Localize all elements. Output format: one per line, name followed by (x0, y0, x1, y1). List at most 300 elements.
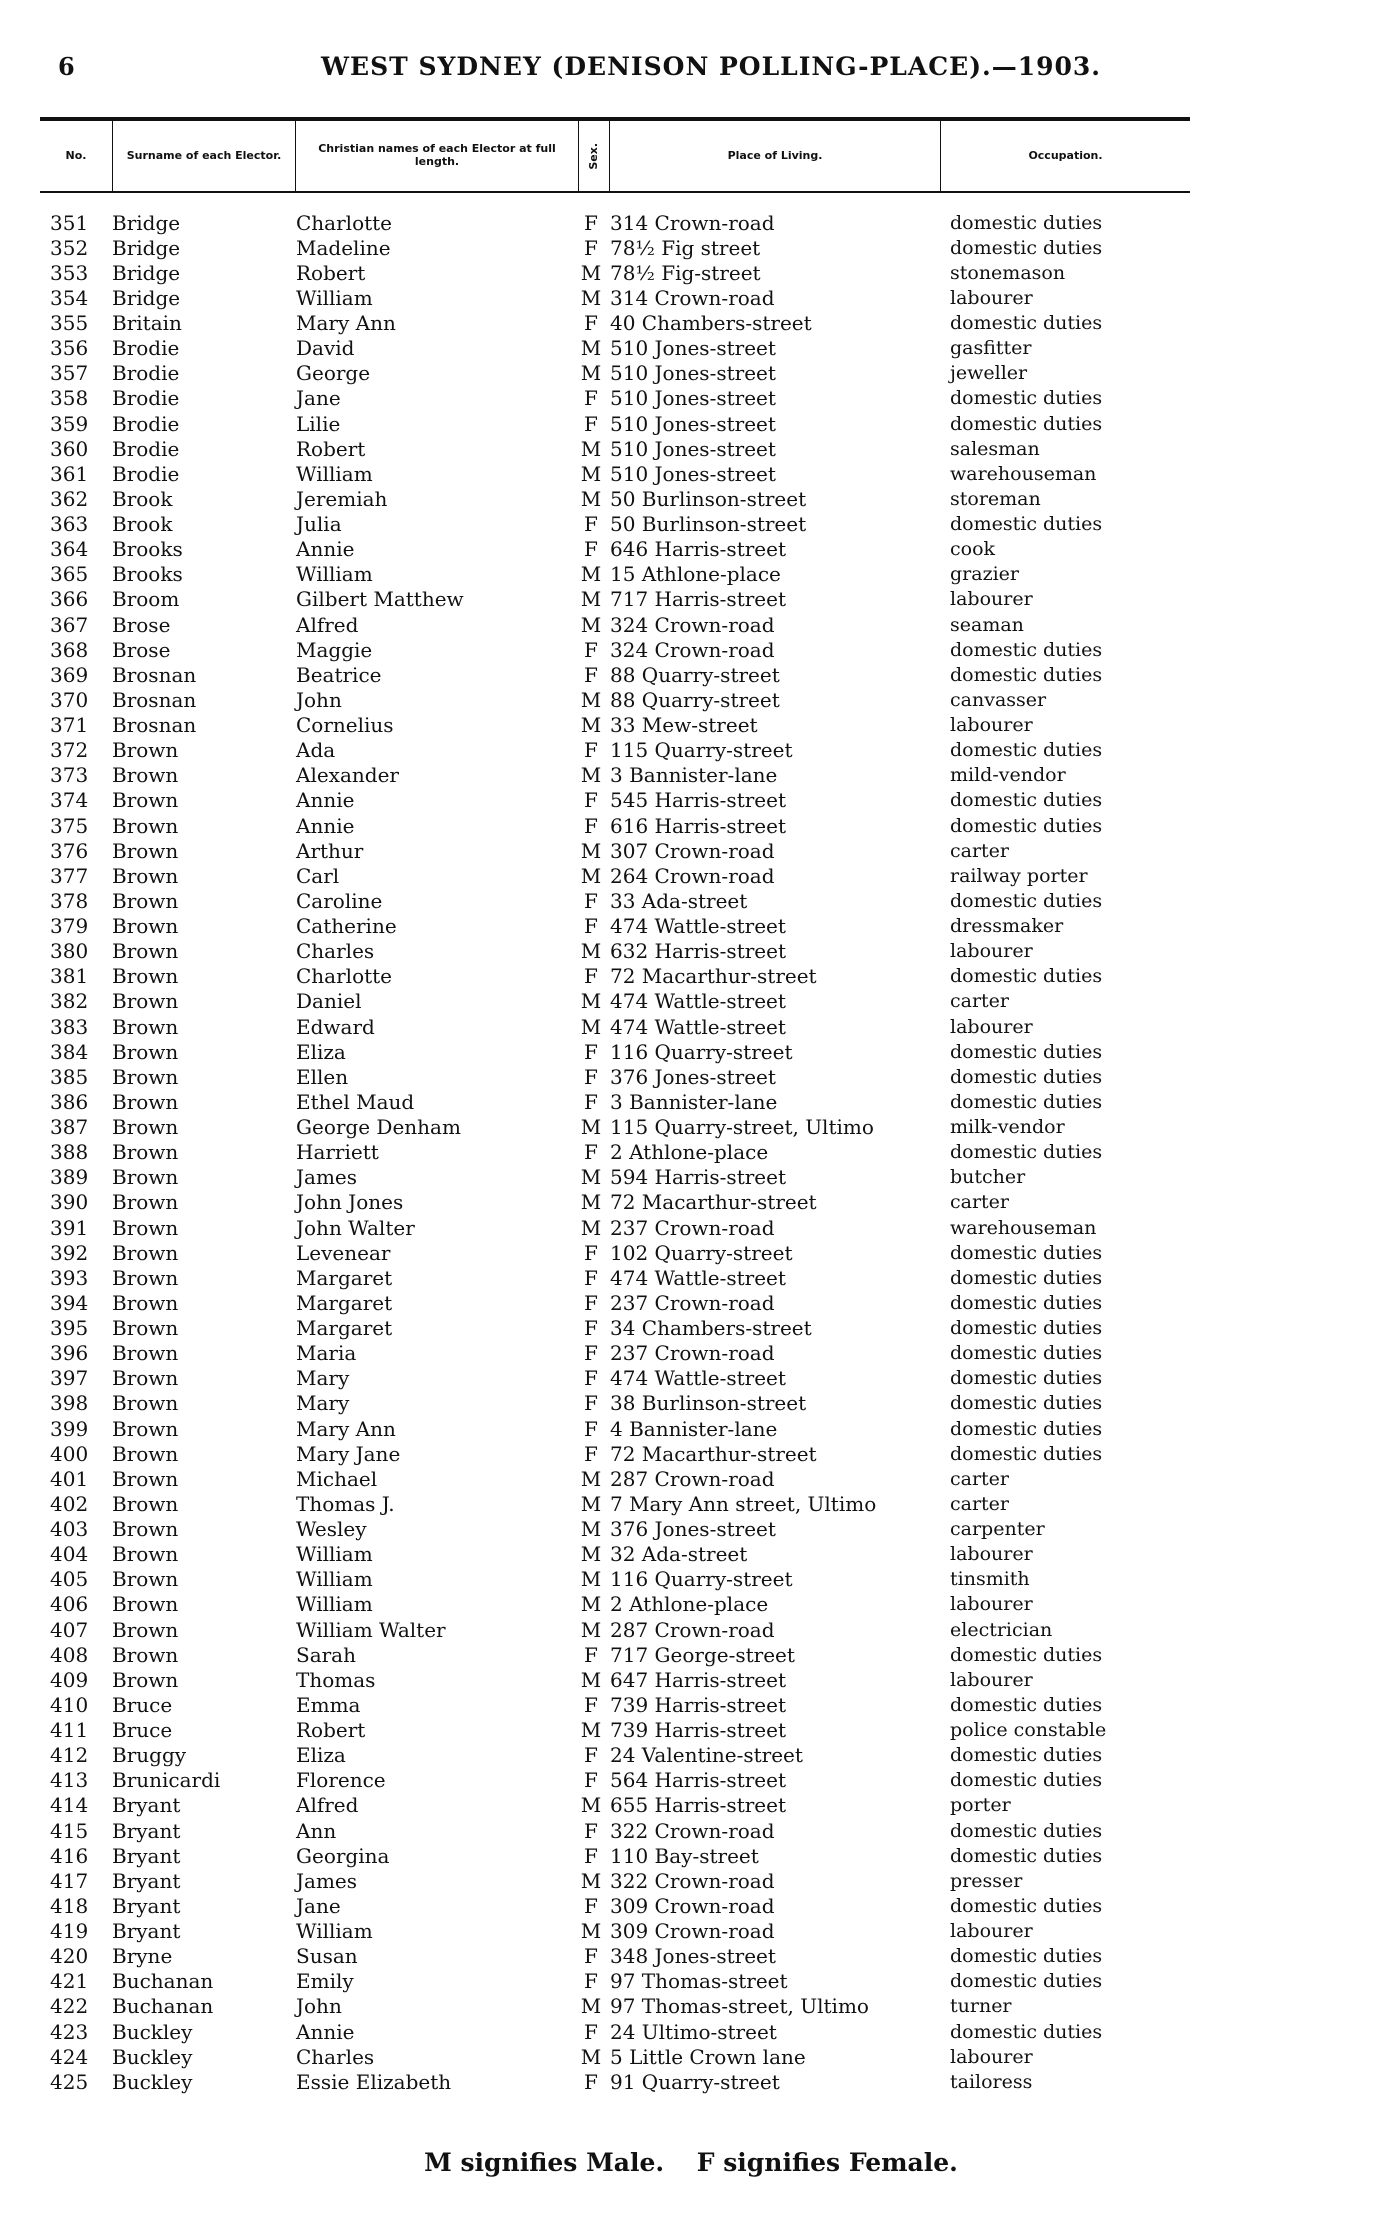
elector-christian-names: Charlotte (296, 964, 393, 989)
elector-surname: Bridge (112, 210, 181, 235)
elector-place-of-living: 309 Crown-road (610, 1893, 775, 1918)
elector-occupation: domestic duties (950, 1945, 1103, 1968)
table-row (40, 311, 1190, 336)
elector-sex: M (580, 285, 602, 310)
elector-place-of-living: 594 Harris-street (610, 1165, 787, 1190)
elector-place-of-living: 102 Quarry-street (610, 1240, 793, 1265)
table-row (40, 537, 1190, 562)
elector-occupation: domestic duties (950, 412, 1103, 435)
elector-christian-names: Ethel Maud (296, 1089, 415, 1114)
elector-place-of-living: 237 Crown-road (610, 1290, 775, 1315)
elector-christian-names: Jane (296, 1893, 341, 1918)
table-row (40, 863, 1190, 888)
elector-sex: F (584, 311, 598, 336)
elector-number: 370 (50, 687, 89, 712)
elector-surname: Brook (112, 486, 173, 511)
elector-christian-names: Thomas (296, 1667, 376, 1692)
elector-number: 419 (50, 1919, 89, 1944)
elector-sex: F (584, 210, 598, 235)
elector-christian-names: John Jones (296, 1190, 404, 1215)
elector-christian-names: Ann (296, 1818, 337, 1843)
elector-occupation: presser (950, 1869, 1023, 1892)
elector-place-of-living: 510 Jones-street (610, 411, 776, 436)
elector-christian-names: Emma (296, 1692, 361, 1717)
elector-occupation: labourer (950, 286, 1033, 309)
table-row (40, 587, 1190, 612)
elector-christian-names: Sarah (296, 1642, 356, 1667)
elector-number: 405 (50, 1567, 89, 1592)
elector-surname: Brown (112, 1567, 179, 1592)
elector-sex: M (580, 612, 602, 637)
elector-number: 409 (50, 1667, 89, 1692)
elector-number: 414 (50, 1793, 89, 1818)
elector-christian-names: Emily (296, 1969, 354, 1994)
elector-sex: F (584, 1944, 598, 1969)
table-row (40, 1667, 1190, 1692)
elector-place-of-living: 33 Ada-street (610, 888, 748, 913)
elector-surname: Brown (112, 1089, 179, 1114)
elector-number: 368 (50, 637, 89, 662)
legend-male: M signifies Male. (424, 2148, 665, 2177)
elector-number: 386 (50, 1089, 89, 1114)
elector-place-of-living: 15 Athlone-place (610, 562, 781, 587)
elector-christian-names: Annie (296, 813, 355, 838)
table-row (40, 1743, 1190, 1768)
table-row (40, 939, 1190, 964)
elector-number: 406 (50, 1592, 89, 1617)
elector-surname: Brown (112, 738, 179, 763)
elector-place-of-living: 237 Crown-road (610, 1215, 775, 1240)
elector-occupation: domestic duties (950, 1744, 1103, 1767)
table-row (40, 813, 1190, 838)
table-row (40, 361, 1190, 386)
elector-number: 399 (50, 1416, 89, 1441)
elector-place-of-living: 97 Thomas-street, Ultimo (610, 1994, 869, 2019)
elector-occupation: warehouseman (950, 462, 1097, 485)
elector-surname: Brown (112, 1115, 179, 1140)
elector-place-of-living: 115 Quarry-street, Ultimo (610, 1115, 874, 1140)
elector-occupation: warehouseman (950, 1216, 1097, 1239)
elector-number: 398 (50, 1391, 89, 1416)
elector-number: 371 (50, 713, 89, 738)
elector-place-of-living: 110 Bay-street (610, 1843, 759, 1868)
elector-surname: Bryne (112, 1944, 173, 1969)
elector-place-of-living: 3 Bannister-lane (610, 1089, 778, 1114)
elector-surname: Brown (112, 1215, 179, 1240)
elector-sex: M (580, 1667, 602, 1692)
elector-place-of-living: 2 Athlone-place (610, 1140, 769, 1165)
header-surname: Surname of each Elector. (113, 121, 296, 191)
elector-surname: Bryant (112, 1919, 181, 1944)
elector-surname: Brose (112, 637, 171, 662)
elector-place-of-living: 324 Crown-road (610, 612, 775, 637)
elector-place-of-living: 88 Quarry-street (610, 687, 780, 712)
elector-sex: F (584, 888, 598, 913)
table-row (40, 914, 1190, 939)
elector-sex: F (584, 2019, 598, 2044)
elector-sex: F (584, 662, 598, 687)
elector-occupation: domestic duties (950, 889, 1103, 912)
elector-christian-names: Gilbert Matthew (296, 587, 464, 612)
elector-christian-names: Wesley (296, 1517, 367, 1542)
elector-occupation: domestic duties (950, 1317, 1103, 1340)
elector-occupation: domestic duties (950, 387, 1103, 410)
table-row (40, 1014, 1190, 1039)
elector-surname: Brodie (112, 361, 180, 386)
elector-number: 420 (50, 1944, 89, 1969)
elector-place-of-living: 3 Bannister-lane (610, 763, 778, 788)
elector-occupation: labourer (950, 1543, 1033, 1566)
elector-number: 421 (50, 1969, 89, 1994)
elector-christian-names: Ada (296, 738, 336, 763)
elector-sex: M (580, 1466, 602, 1491)
page-number: 6 (58, 52, 75, 81)
elector-place-of-living: 314 Crown-road (610, 285, 775, 310)
elector-christian-names: Margaret (296, 1290, 393, 1315)
elector-number: 411 (50, 1718, 89, 1743)
elector-sex: F (584, 1039, 598, 1064)
elector-christian-names: Caroline (296, 888, 383, 913)
elector-place-of-living: 32 Ada-street (610, 1542, 748, 1567)
elector-place-of-living: 739 Harris-street (610, 1718, 787, 1743)
elector-number: 385 (50, 1064, 89, 1089)
table-row (40, 1115, 1190, 1140)
elector-occupation: domestic duties (950, 312, 1103, 335)
elector-occupation: domestic duties (950, 1417, 1103, 1440)
elector-occupation: domestic duties (950, 789, 1103, 812)
elector-place-of-living: 38 Burlinson-street (610, 1391, 807, 1416)
elector-sex: M (580, 461, 602, 486)
elector-occupation: carter (950, 990, 1010, 1013)
table-row (40, 1416, 1190, 1441)
table-row (40, 512, 1190, 537)
elector-christian-names: William (296, 1542, 373, 1567)
elector-surname: Britain (112, 311, 182, 336)
elector-occupation: domestic duties (950, 663, 1103, 686)
elector-christian-names: Catherine (296, 914, 397, 939)
elector-surname: Brown (112, 1316, 179, 1341)
elector-place-of-living: 322 Crown-road (610, 1818, 775, 1843)
elector-surname: Brown (112, 1341, 179, 1366)
elector-christian-names: Maggie (296, 637, 373, 662)
elector-number: 422 (50, 1994, 89, 2019)
elector-number: 393 (50, 1265, 89, 1290)
elector-place-of-living: 324 Crown-road (610, 637, 775, 662)
elector-number: 389 (50, 1165, 89, 1190)
header-place-of-living: Place of Living. (610, 121, 941, 191)
elector-christian-names: William Walter (296, 1617, 446, 1642)
table-row (40, 1542, 1190, 1567)
elector-christian-names: David (296, 336, 355, 361)
elector-number: 364 (50, 537, 89, 562)
elector-sex: F (584, 1089, 598, 1114)
elector-place-of-living: 5 Little Crown lane (610, 2044, 806, 2069)
elector-christian-names: Annie (296, 788, 355, 813)
table-row (40, 411, 1190, 436)
elector-place-of-living: 97 Thomas-street (610, 1969, 788, 1994)
elector-number: 391 (50, 1215, 89, 1240)
elector-surname: Brunicardi (112, 1768, 221, 1793)
elector-surname: Brown (112, 838, 179, 863)
table-row (40, 486, 1190, 511)
elector-occupation: grazier (950, 563, 1019, 586)
elector-sex: M (580, 336, 602, 361)
elector-christian-names: Annie (296, 537, 355, 562)
elector-place-of-living: 88 Quarry-street (610, 662, 780, 687)
elector-occupation: domestic duties (950, 513, 1103, 536)
elector-sex: M (580, 989, 602, 1014)
elector-occupation: labourer (950, 940, 1033, 963)
elector-number: 355 (50, 311, 89, 336)
elector-christian-names: Margaret (296, 1316, 393, 1341)
elector-sex: M (580, 562, 602, 587)
elector-christian-names: Carl (296, 863, 340, 888)
elector-sex: F (584, 1818, 598, 1843)
elector-place-of-living: 510 Jones-street (610, 386, 776, 411)
elector-occupation: domestic duties (950, 638, 1103, 661)
table-row (40, 2019, 1190, 2044)
elector-occupation: labourer (950, 2045, 1033, 2068)
elector-surname: Brown (112, 1240, 179, 1265)
elector-number: 401 (50, 1466, 89, 1491)
elector-number: 358 (50, 386, 89, 411)
elector-place-of-living: 309 Crown-road (610, 1919, 775, 1944)
table-row (40, 210, 1190, 235)
page-title: WEST SYDNEY (DENISON POLLING-PLACE).—1903. (320, 52, 1102, 81)
elector-occupation: carter (950, 1191, 1010, 1214)
elector-occupation: butcher (950, 1166, 1026, 1189)
elector-place-of-living: 4 Bannister-lane (610, 1416, 778, 1441)
elector-place-of-living: 647 Harris-street (610, 1667, 787, 1692)
elector-occupation: canvasser (950, 688, 1047, 711)
elector-occupation: jeweller (950, 362, 1028, 385)
elector-sex: F (584, 1893, 598, 1918)
elector-sex: F (584, 914, 598, 939)
elector-place-of-living: 376 Jones-street (610, 1517, 776, 1542)
elector-occupation: carter (950, 1492, 1010, 1515)
elector-surname: Brown (112, 1165, 179, 1190)
elector-surname: Brown (112, 989, 179, 1014)
elector-christian-names: Florence (296, 1768, 386, 1793)
header-christian-names: Christian names of each Elector at full length. (296, 121, 579, 191)
elector-christian-names: Arthur (296, 838, 364, 863)
elector-surname: Bridge (112, 235, 181, 260)
elector-number: 378 (50, 888, 89, 913)
elector-place-of-living: 314 Crown-road (610, 210, 775, 235)
table-row (40, 1290, 1190, 1315)
elector-place-of-living: 616 Harris-street (610, 813, 787, 838)
elector-sex: M (580, 260, 602, 285)
elector-surname: Bryant (112, 1793, 181, 1818)
elector-surname: Brose (112, 612, 171, 637)
table-row (40, 1089, 1190, 1114)
table-row (40, 687, 1190, 712)
elector-surname: Brown (112, 1265, 179, 1290)
elector-surname: Bryant (112, 1843, 181, 1868)
elector-surname: Brown (112, 813, 179, 838)
elector-sex: M (580, 1165, 602, 1190)
elector-christian-names: Alfred (296, 612, 359, 637)
elector-christian-names: William (296, 1592, 373, 1617)
elector-number: 366 (50, 587, 89, 612)
elector-christian-names: Edward (296, 1014, 375, 1039)
elector-sex: M (580, 1190, 602, 1215)
table-row (40, 1341, 1190, 1366)
elector-sex: M (580, 1718, 602, 1743)
elector-surname: Bryant (112, 1893, 181, 1918)
elector-number: 388 (50, 1140, 89, 1165)
elector-place-of-living: 91 Quarry-street (610, 2069, 780, 2094)
header-sex-label: Sex. (586, 142, 600, 170)
elector-number: 423 (50, 2019, 89, 2044)
elector-place-of-living: 739 Harris-street (610, 1692, 787, 1717)
elector-occupation: domestic duties (950, 1693, 1103, 1716)
elector-surname: Brown (112, 1064, 179, 1089)
table-row (40, 738, 1190, 763)
table-row (40, 386, 1190, 411)
elector-surname: Broom (112, 587, 180, 612)
elector-surname: Brown (112, 1517, 179, 1542)
elector-surname: Bryant (112, 1868, 181, 1893)
elector-occupation: domestic duties (950, 1442, 1103, 1465)
elector-occupation: labourer (950, 1015, 1033, 1038)
elector-sex: M (580, 763, 602, 788)
elector-surname: Buckley (112, 2069, 193, 2094)
table-row (40, 1140, 1190, 1165)
elector-christian-names: Charlotte (296, 210, 393, 235)
elector-sex: M (580, 587, 602, 612)
elector-surname: Brosnan (112, 662, 197, 687)
elector-sex: M (580, 436, 602, 461)
table-row (40, 1265, 1190, 1290)
table-row (40, 1592, 1190, 1617)
elector-sex: F (584, 1642, 598, 1667)
elector-christian-names: Maria (296, 1341, 357, 1366)
elector-number: 369 (50, 662, 89, 687)
elector-number: 351 (50, 210, 89, 235)
elector-sex: F (584, 1290, 598, 1315)
elector-number: 367 (50, 612, 89, 637)
elector-sex: M (580, 1592, 602, 1617)
elector-occupation: cook (950, 538, 996, 561)
elector-sex: M (580, 361, 602, 386)
elector-place-of-living: 307 Crown-road (610, 838, 775, 863)
elector-place-of-living: 264 Crown-road (610, 863, 775, 888)
elector-sex: F (584, 1441, 598, 1466)
elector-number: 408 (50, 1642, 89, 1667)
elector-surname: Bridge (112, 260, 181, 285)
elector-surname: Bridge (112, 285, 181, 310)
elector-sex: M (580, 1793, 602, 1818)
table-row (40, 1491, 1190, 1516)
elector-number: 410 (50, 1692, 89, 1717)
table-row (40, 1517, 1190, 1542)
elector-occupation: labourer (950, 1920, 1033, 1943)
elector-number: 360 (50, 436, 89, 461)
elector-surname: Brown (112, 1366, 179, 1391)
elector-occupation: domestic duties (950, 1894, 1103, 1917)
elector-surname: Brooks (112, 537, 183, 562)
elector-sex: F (584, 1341, 598, 1366)
elector-christian-names: Eliza (296, 1743, 346, 1768)
elector-surname: Brown (112, 1416, 179, 1441)
elector-place-of-living: 564 Harris-street (610, 1768, 787, 1793)
elector-occupation: stonemason (950, 261, 1066, 284)
elector-surname: Brodie (112, 411, 180, 436)
elector-sex: M (580, 687, 602, 712)
elector-number: 365 (50, 562, 89, 587)
elector-christian-names: Cornelius (296, 713, 394, 738)
header-no: No. (40, 121, 113, 191)
elector-christian-names: Mary (296, 1391, 350, 1416)
elector-occupation: labourer (950, 588, 1033, 611)
elector-occupation: domestic duties (950, 739, 1103, 762)
elector-number: 362 (50, 486, 89, 511)
table-row (40, 1718, 1190, 1743)
elector-sex: F (584, 1969, 598, 1994)
elector-surname: Brown (112, 1014, 179, 1039)
table-row (40, 1994, 1190, 2019)
table-row (40, 1190, 1190, 1215)
elector-occupation: domestic duties (950, 1769, 1103, 1792)
elector-surname: Brown (112, 1290, 179, 1315)
elector-place-of-living: 348 Jones-street (610, 1944, 776, 1969)
elector-number: 418 (50, 1893, 89, 1918)
elector-christian-names: James (296, 1868, 358, 1893)
elector-christian-names: Michael (296, 1466, 378, 1491)
elector-place-of-living: 510 Jones-street (610, 361, 776, 386)
elector-place-of-living: 474 Wattle-street (610, 914, 786, 939)
elector-number: 394 (50, 1290, 89, 1315)
table-row (40, 763, 1190, 788)
table-row (40, 235, 1190, 260)
table-row (40, 1768, 1190, 1793)
elector-sex: M (580, 838, 602, 863)
elector-sex: M (580, 486, 602, 511)
elector-occupation: labourer (950, 714, 1033, 737)
elector-sex: F (584, 537, 598, 562)
elector-occupation: labourer (950, 1593, 1033, 1616)
elector-occupation: domestic duties (950, 814, 1103, 837)
elector-sex: F (584, 235, 598, 260)
elector-sex: F (584, 411, 598, 436)
elector-sex: F (584, 1391, 598, 1416)
elector-christian-names: William (296, 285, 373, 310)
elector-surname: Brooks (112, 562, 183, 587)
elector-sex: M (580, 1868, 602, 1893)
elector-sex: M (580, 1215, 602, 1240)
elector-christian-names: Harriett (296, 1140, 379, 1165)
elector-place-of-living: 237 Crown-road (610, 1341, 775, 1366)
elector-place-of-living: 115 Quarry-street (610, 738, 793, 763)
elector-surname: Brown (112, 1190, 179, 1215)
elector-occupation: carpenter (950, 1518, 1045, 1541)
elector-occupation: domestic duties (950, 1643, 1103, 1666)
elector-occupation: labourer (950, 1668, 1033, 1691)
elector-christian-names: Levenear (296, 1240, 391, 1265)
elector-place-of-living: 510 Jones-street (610, 461, 776, 486)
elector-number: 390 (50, 1190, 89, 1215)
table-row (40, 1893, 1190, 1918)
elector-surname: Brosnan (112, 713, 197, 738)
elector-number: 372 (50, 738, 89, 763)
elector-place-of-living: 78½ Fig-street (610, 260, 761, 285)
elector-occupation: domestic duties (950, 1342, 1103, 1365)
table-row (40, 2044, 1190, 2069)
table-row (40, 637, 1190, 662)
elector-place-of-living: 322 Crown-road (610, 1868, 775, 1893)
elector-christian-names: Jane (296, 386, 341, 411)
